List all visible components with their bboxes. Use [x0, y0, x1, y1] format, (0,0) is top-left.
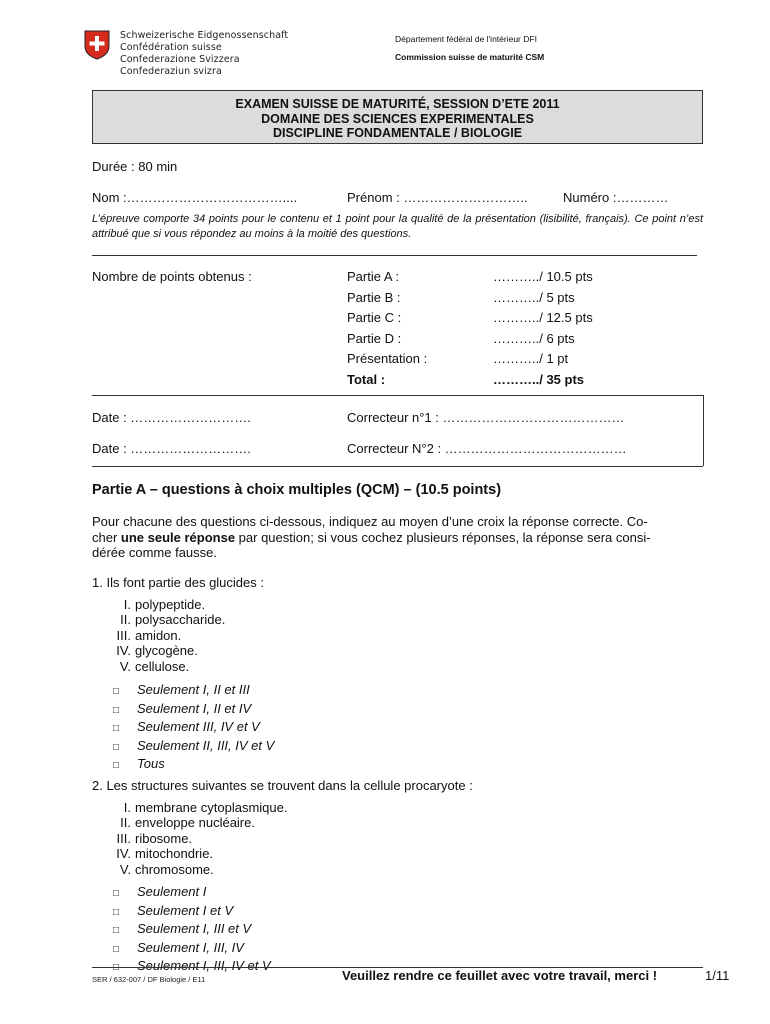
statement: III. amidon.: [116, 627, 182, 643]
question-statements: [107, 597, 225, 674]
question-title: 2. Les structures suivantes se trouvent dans la cellule procaryote :: [92, 778, 473, 793]
answer-option[interactable]: □ Seulement I, III, IV: [113, 940, 271, 959]
intro-text: cher: [92, 529, 121, 545]
statement: II. enveloppe nucléaire.: [120, 815, 255, 831]
checkbox-icon[interactable]: □: [113, 906, 120, 918]
intro-line: Pour chacune des questions ci-dessous, indiquez au moyen d’une croix la réponse correcte. Co-: [92, 514, 648, 529]
points-scores: [493, 269, 593, 393]
answer-option[interactable]: □ Seulement III, IV et V: [113, 719, 274, 738]
title-line: DOMAINE DES SCIENCES EXPERIMENTALES: [261, 111, 534, 126]
statement: I. membrane cytoplasmique.: [123, 800, 288, 815]
statement: IV. mitochondrie.: [116, 846, 214, 862]
nom-field: Nom :………………………………....: [92, 190, 298, 205]
statement: V. chromosome.: [119, 861, 214, 877]
section-intro: [92, 514, 707, 561]
answer-option[interactable]: □ Seulement I, II et III: [113, 682, 274, 701]
confederation-names: [120, 30, 288, 78]
commission-name: Commission suisse de maturité CSM: [395, 52, 545, 62]
exam-title-box: [92, 90, 703, 144]
vertical-rule: [703, 395, 704, 466]
checkbox-icon[interactable]: □: [113, 760, 120, 771]
points-score: ………../ 1 pt: [493, 351, 569, 367]
checkbox-icon[interactable]: □: [113, 943, 120, 955]
title-line: DISCIPLINE FONDAMENTALE / BIOLOGIE: [272, 126, 523, 140]
points-score: ………../ 12.5 pts: [493, 310, 593, 326]
intro-line: dérée comme fausse.: [92, 545, 218, 560]
intro-emphasis: une seule réponse: [120, 529, 236, 545]
points-part: Partie D :: [347, 330, 402, 346]
answer-options: [113, 884, 271, 977]
statement: V. cellulose.: [119, 658, 190, 674]
answer-option[interactable]: □ Tous: [113, 756, 274, 775]
corrector-field: Correcteur N°2 : ……………………………………: [347, 441, 627, 456]
answer-option[interactable]: □ Seulement I, III, IV et V: [113, 958, 271, 977]
intro-line: [92, 530, 707, 546]
answer-options: [113, 682, 274, 775]
confederation-name: Schweizerische Eidgenossenschaft: [120, 30, 289, 41]
answer-option[interactable]: □ Seulement I: [113, 884, 271, 903]
points-part: Partie C :: [347, 310, 402, 326]
answer-option[interactable]: □ Seulement I, III et V: [113, 921, 271, 940]
numero-field: Numéro :…………: [563, 190, 669, 205]
department-name: Département fédéral de l'intérieur DFI: [395, 34, 537, 44]
statement: I. polypeptide.: [123, 597, 206, 612]
divider: [92, 466, 703, 467]
checkbox-icon[interactable]: □: [113, 888, 120, 899]
points-total-score: ………../ 35 pts: [493, 371, 585, 387]
checkbox-icon[interactable]: □: [113, 925, 120, 936]
confederation-name: Confederazione Svizzera: [120, 54, 240, 65]
answer-option[interactable]: □ Seulement II, III, IV et V: [113, 738, 274, 757]
prenom-field: Prénom : ………………………..: [347, 190, 528, 205]
answer-option[interactable]: □ Seulement I, II et IV: [113, 701, 274, 720]
statement: III. ribosome.: [116, 830, 193, 846]
scoring-note: L’épreuve comporte 34 points pour le contenu et 1 point pour la qualité de la présentation (lisibilité, français). Ce point n’est attribué que si vous répondez au moins à la moitié des questions.: [92, 213, 703, 240]
corrector-field: Correcteur n°1 : ……………………………………: [347, 410, 625, 425]
points-score: ………../ 10.5 pts: [493, 269, 593, 284]
divider: [92, 395, 703, 396]
title-line: EXAMEN SUISSE DE MATURITÉ, SESSION D’ETE 2011: [235, 97, 560, 111]
checkbox-icon[interactable]: □: [113, 962, 120, 973]
statement: IV. glycogène.: [116, 643, 198, 659]
page-number: 1/11: [705, 968, 730, 983]
points-part: Partie A :: [347, 269, 400, 284]
points-parts: [347, 269, 427, 393]
points-label: Nombre de points obtenus :: [92, 269, 252, 284]
points-part: Partie B :: [347, 289, 401, 305]
question-title: 1. Ils font partie des glucides :: [92, 575, 264, 590]
checkbox-icon[interactable]: □: [113, 723, 120, 734]
question-statements: [107, 800, 287, 877]
date-field: Date : ……………………….: [92, 441, 251, 456]
date-field: Date : ……………………….: [92, 410, 251, 425]
footer-message: Veuillez rendre ce feuillet avec votre travail, merci !: [342, 968, 658, 983]
section-title: Partie A – questions à choix multiples (QCM) – (10.5 points): [92, 482, 502, 498]
intro-text: par question; si vous cochez plusieurs réponses, la réponse sera consi-: [235, 529, 651, 545]
confederation-name: Confederaziun svizra: [120, 66, 222, 77]
confederation-name: Confédération suisse: [120, 42, 222, 53]
points-total-label: Total :: [347, 371, 386, 387]
duration: Durée : 80 min: [92, 159, 178, 174]
divider: [92, 255, 697, 256]
checkbox-icon[interactable]: □: [113, 686, 120, 697]
swiss-flag-icon: [84, 30, 110, 60]
points-score: ………../ 6 pts: [493, 330, 575, 346]
statement: II. polysaccharide.: [120, 612, 226, 628]
document-reference: SER / 632-007 / DF Biologie / E11: [92, 975, 206, 984]
answer-option[interactable]: □ Seulement I et V: [113, 903, 271, 922]
points-part: Présentation :: [347, 351, 428, 367]
points-score: ………../ 5 pts: [493, 289, 575, 305]
checkbox-icon[interactable]: □: [113, 741, 120, 753]
checkbox-icon[interactable]: □: [113, 704, 120, 716]
